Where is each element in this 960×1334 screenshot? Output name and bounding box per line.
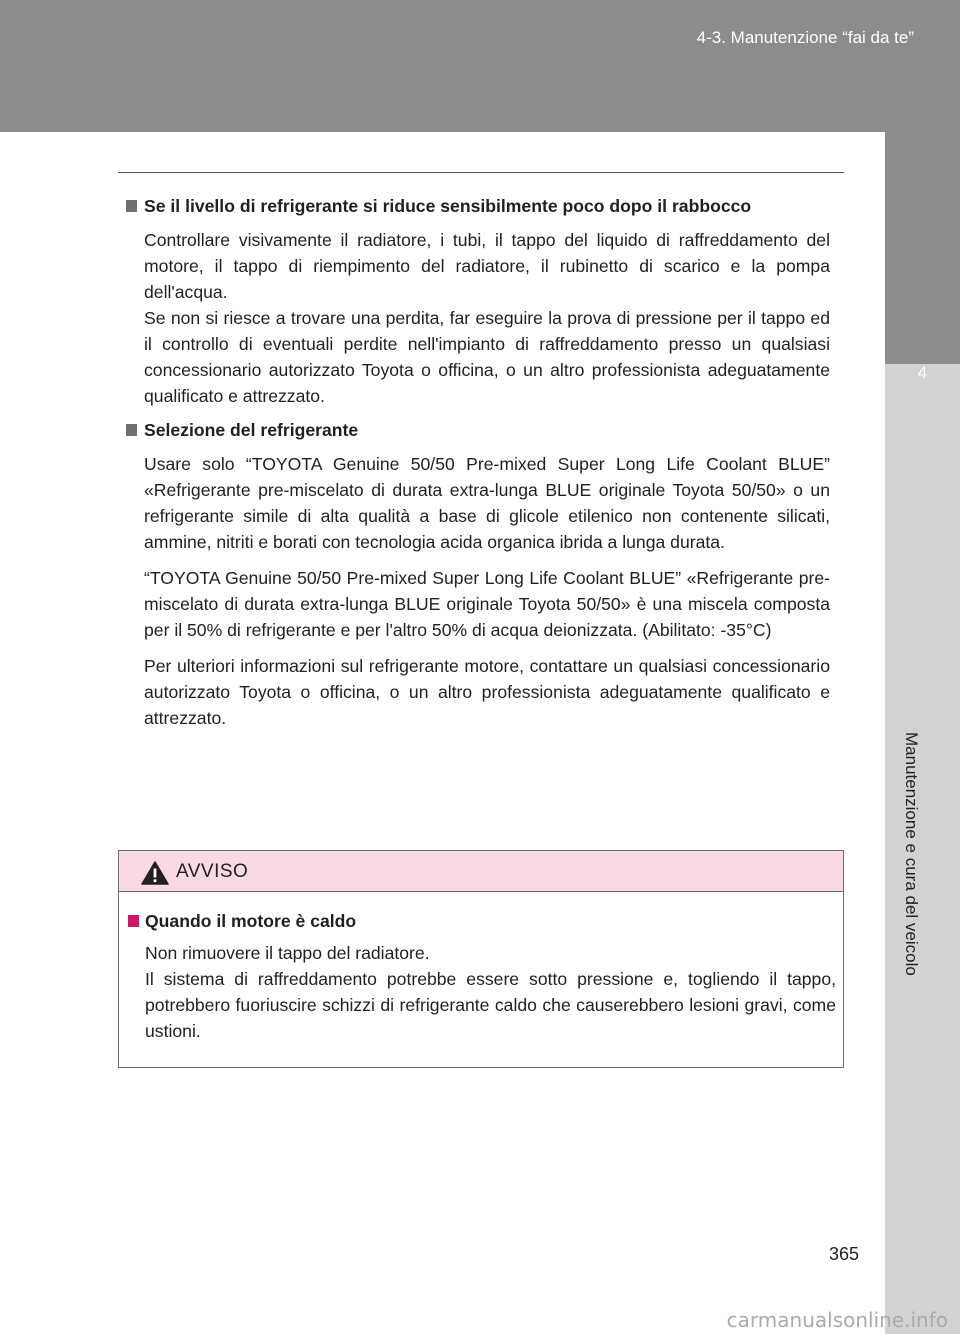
square-bullet-icon	[126, 200, 137, 212]
header-band	[0, 0, 960, 132]
paragraph: Non rimuovere il tappo del radiatore.	[145, 943, 430, 963]
section-heading	[126, 417, 830, 443]
warning-heading	[128, 908, 836, 934]
heading-text: Quando il motore è caldo	[145, 911, 357, 931]
heading-text: Selezione del refrigerante	[144, 420, 359, 440]
section-heading	[126, 193, 830, 219]
paragraph: Usare solo “TOYOTA Genuine 50/50 Pre-mixed Super Long Life Coolant BLUE” «Refrigerante pre-miscelato di durata extra-lunga BLUE originale Toyota 50/50» o un refrigerante simile di alta qualità a base di glicole etilenico non contenente silicati, ammine, nitriti e borati con tecnologia acida organica ibrida a lunga durata.	[144, 454, 830, 552]
watermark: carmanualsonline.info	[726, 1308, 948, 1332]
square-bullet-icon	[126, 424, 137, 436]
chapter-title: Manutenzione e cura del veicolo	[902, 732, 921, 976]
chapter-number: 4	[917, 363, 928, 382]
side-tab-light	[885, 364, 960, 1334]
top-divider	[118, 172, 844, 173]
square-bullet-icon	[128, 915, 139, 927]
warning-body	[128, 908, 836, 1044]
page-number: 365	[828, 1244, 859, 1264]
paragraph: Controllare visivamente il radiatore, i tubi, il tappo del liquido di raffreddamento del motore, il tappo di riempimento del radiatore, il rubinetto di scarico e la pompa dell'acqua.	[144, 230, 830, 302]
side-tab-dark	[885, 132, 960, 364]
main-content	[126, 193, 830, 731]
paragraph: Se non si riesce a trovare una perdita, far eseguire la prova di pressione per il tappo ed il controllo di eventuali perdite nell'impianto di raffreddamento presso un qualsiasi concessionario autorizzato Toyota o officina, o un altro professionista adeguatamente qualificato e attrezzato.	[144, 308, 830, 406]
warning-title: AVVISO	[176, 861, 249, 882]
paragraph: Per ulteriori informazioni sul refrigerante motore, contattare un qualsiasi concessionario autorizzato Toyota o officina, o un altro professionista adeguatamente qualificato e attrezzato.	[144, 656, 830, 728]
paragraph: Il sistema di raffreddamento potrebbe essere sotto pressione e, togliendo il tappo, potrebbero fuoriuscire schizzi di refrigerante caldo che causerebbero lesioni gravi, come ustioni.	[145, 969, 836, 1041]
section-title: 4-3. Manutenzione “fai da te”	[696, 28, 914, 47]
heading-text: Se il livello di refrigerante si riduce sensibilmente poco dopo il rabbocco	[144, 196, 752, 216]
warning-header	[119, 851, 843, 892]
paragraph: “TOYOTA Genuine 50/50 Pre-mixed Super Long Life Coolant BLUE” «Refrigerante pre-miscelato di durata extra-lunga BLUE originale Toyota 50/50» è una miscela composta per il 50% di refrigerante e per l'altro 50% di acqua deionizzata. (Abilitato: -35°C)	[144, 568, 830, 640]
warning-box	[118, 850, 844, 1068]
warning-triangle-icon	[141, 861, 169, 885]
